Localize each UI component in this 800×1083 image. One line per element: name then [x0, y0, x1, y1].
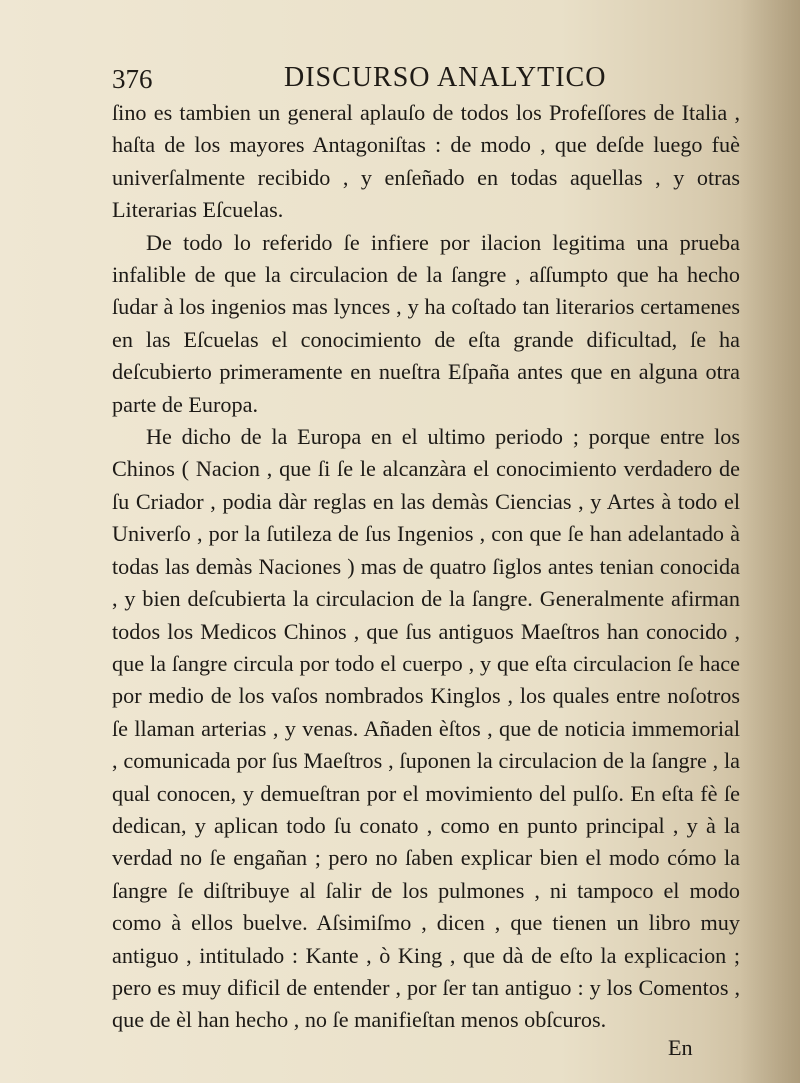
catchword: En [668, 1035, 693, 1060]
paragraph-1: ſino es tambien un general aplauſo de todos los Profeſſores de Italia , haſta de los mayores Antagoniſtas : de modo , que deſde luego fuè univerſalmente recibido , y enſeñado en todas aquellas , y otras Literarias Eſcuelas. [112, 100, 740, 223]
page-header [112, 62, 712, 96]
paragraph-2: De todo lo referido ſe infiere por ilacion legitima una prueba infalible de que la circulacion de la ſangre , aſſumpto que ha hecho ſudar à los ingenios mas lynces , y ha coſtado tan literarios certamenes en las Eſcuelas el conocimiento de eſta grande dificultad, ſe ha deſcubierto primeramente en nueſtra Eſpaña antes que en alguna otra parte de Europa. [112, 229, 740, 417]
page-number: 376 [112, 64, 153, 94]
paragraph-3: He dicho de la Europa en el ultimo periodo ; porque entre los Chinos ( Nacion , que ſi ſe le alcanzàra el conocimiento verdadero de ſu Criador , podia dàr reglas en las demàs Ciencias , y Artes à todo el Univerſo , por la ſutileza de ſus Ingenios , con que ſe han adelantado à todas las demàs Naciones ) mas de quatro ſiglos antes tenian conocida , y bien deſcubierta la circulacion de la ſangre. Generalmente afirman todos los Medicos Chinos , que ſus antiguos Maeſtros han conocido , que la ſangre circula por todo el cuerpo , y que eſta circulacion ſe hace por medio de los vaſos nombrados Kinglos , los quales entre noſotros ſe llaman arterias , y venas. Añaden èſtos , que de noticia immemorial , comunicada por ſus Maeſtros , ſuponen la circulacion de la ſangre , la qual conocen, y demueſtran por el movimiento del pulſo. En eſta fè ſe dedican, y aplican todo ſu conato , como en punto principal , y à la verdad no ſe engañan ; pero no ſaben explicar bien el modo cómo la ſangre ſe diſtribuye al ſalir de los pulmones , ni tampoco el modo como à ellos buelve. Aſsimiſmo , dicen , que tienen un libro muy antiguo , intitulado : Kante , ò King , que dà de eſto la explicacion ; pero es muy dificil de entender , por ſer tan antiguo : y los Comentos , que de èl han hecho , no ſe manifieſtan menos obſcuros. [112, 424, 740, 1033]
page-edge-shadow [740, 0, 800, 1083]
body-text [112, 97, 740, 1037]
running-head: DISCURSO ANALYTICO [284, 62, 607, 93]
